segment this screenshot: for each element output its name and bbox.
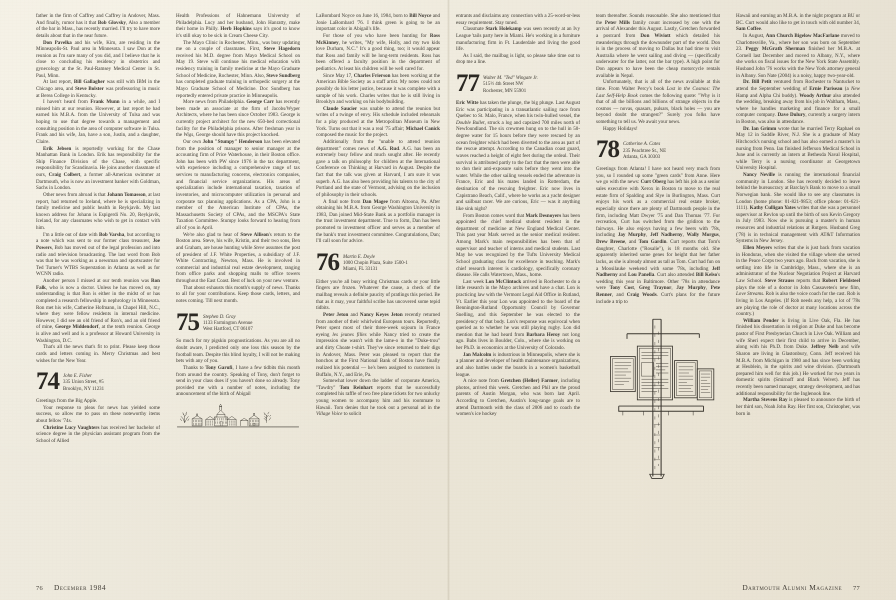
column-5-body-b — [596, 166, 720, 305]
body-paragraph: Your response to pleas for news has yielded some success, so allow me to pass on these noteworthy items about fellow '74s. — [36, 404, 160, 424]
body-paragraph: Last week Lon McClintock arrived in Rochester to do a little research in the Mayo archives and have a chat. Lon is practicing law with the Vermont Legal Aid Office in Rutland, Vt. Earlier this year Lon was appointed to the board of the Bennington-Rutland Opportunity Council by Governor Snelling, and this September he was elected to the presidency of that body. Lon's response was equivocal when queried as to whether he was still playing rugby. Lon did mention that he had heard from Barbara Heroy not long ago. Babs lives in Boulder, Colo., where she is working on her Ph.D. in economics at the University of Colorado. — [456, 278, 580, 352]
secretary-name: John E. Fisher — [63, 374, 92, 380]
body-paragraph: Other news from abroad is that Johann Tomasson, at last report, had returned to Iceland, where he is specializing in family medicine and public health in Reykjavik. My last known address for Johann is Espigerdi No. 20, Reykjavik, Iceland, for any classmates who wish to get in contact with him. — [36, 191, 160, 231]
body-paragraph: Health Professions of Hahnemann University of Philadelphia. Lucy and her husband, John Hanratty, make their home in Philly. Herb Hopkins says it's good to know it's still okay to be sick in Cream Cheese City. — [176, 13, 300, 39]
body-paragraph: Thanks to Tony Garufi, I have a few tidbits this month from around the country. Speaking of Tony, don't forget to send in your class dues if you haven't done so already. Tony provided me with a number of notes, including the announcement of the birth of Abigail — [176, 364, 300, 398]
body-paragraph: Another person I missed at our tenth reunion was Ron Falk, who is now a doctor. Unless he has moved on, my understanding is that Ron is either in the midst of or has completed a research fellowship in nephrology in Minnesota. Ron met his wife, Catherine Hofmann, in Chapel Hill, N.C., where they were fellow residents in internal medicine. However, I did see an old friend of Ron's, and an old friend of mine, George Middendorf, at the tenth reunion. George is alive and well and is a professor at Howard University in Washington, D.C. — [36, 278, 160, 344]
class-header-77 — [456, 70, 580, 97]
body-paragraph: Jan Malcolm is industrious in Minneapolis, where she is a planner and developer of health maintenance organizations, and also battles under the boards in a women's basketball league. — [456, 351, 580, 378]
body-paragraph: A nice note from Gretchen (Heller) Farmer, including photos, arrived this week. Gretchen and Phil are the proud parents of Austin Morgan, who was born last April. According to Gretchen, Austin's long-range goals are to attend Dartmouth with the class of 2006 and to coach the women's ice hockey — [456, 378, 580, 418]
column-4-body-a — [456, 13, 580, 66]
secretary-city: Atlanta, GA 30303 — [623, 154, 661, 160]
text-column-5 — [596, 13, 720, 561]
secretary-city: Miami, FL 33131 — [343, 267, 378, 273]
body-paragraph: A final note from Dan Magee from Altoona, Pa. After obtaining his M.B.A. from George Washington University in 1983, Dan joined Mid-State Bank as a portfolio manager in the trust investment department. True to form, Dan has been promoted to investment officer and serves as a member of the bank's trust investment committee. Congratulations, Dan; I'll call soon for advice. — [316, 198, 440, 245]
column-2-body-a — [176, 13, 300, 305]
body-paragraph: That about exhausts this month's supply of news. Thanks to all for your contributions. Keep those cards, letters, and notes coming. Till next month. — [176, 284, 300, 304]
column-1-body-b — [36, 398, 160, 444]
body-paragraph: Dr. Ian Grimm wrote that he married Terry Raphael on May 12 in Saddle River, N.J. She is a graduate of Mary Hitchcock's nursing school and has also earned a master's in nursing from Penn. Ian finished Jefferson Medical School in June and is currently an intern at Bethesda Naval Hospital, while Terry is a nursing coordinator at Georgetown University Hospital. — [736, 125, 860, 172]
class-year-77: 77 — [456, 70, 479, 97]
text-column-3 — [316, 13, 440, 561]
class-year-75: 75 — [176, 308, 199, 336]
body-paragraph: Peter Jeton and Nancy Keyes Jeton recently returned from another of their whirlwind European tours. Reportedly, Peter spent most of their three-week sojourn in France eyeing les jeunes filles while Nancy tried to create the impression she wasn't with the lame-o in the "Duke-trou" and dirty Choate t-shirt. They've since returned to their digs in Andover, Mass. Peter was pleased to report that the honchos at the First National Bank of Boston have finally realized his potential — he's been assigned to customers in Buffalo, N.Y., and Erie, Pa. — [316, 311, 440, 378]
column-2-body-b — [176, 338, 300, 398]
body-paragraph: That's all the news that's fit to print. Please keep those cards and letters coming in. Merry Christmas and best wishes for the New Year. — [36, 344, 160, 364]
class-header-76 — [316, 248, 440, 276]
column-4-body-b — [456, 100, 580, 418]
class-secretary-address-76 — [343, 253, 408, 274]
class-header-75 — [176, 308, 300, 336]
body-paragraph: Classmate Stark Holekamp was seen recently at an Ivy League 'tails party here in Miami. He's working in a furniture manufacturing firm in Ft. Lauderdale and living the good life. — [456, 26, 580, 53]
body-paragraph: Somewhat lower down the ladder of corporate America, "Tawdry" Tom Reinhart reports that he successfully completed his raffle of two free plane tickets for two unlucky young women to accompany him and his roommate to Hawaii. Tom denies that he took out a personal ad in the Village Voice to solicit — [316, 378, 440, 418]
body-paragraph: Greetings from Atlanta! I have not heard very much from you, so I rounded up some "green cards" from Anne. Here we go with the news: Curt Oberg has left his job as a senior sales executive with Xerox in Boston to move to the real estate firm of Spalding and Slye in Burlington, Mass. Curt enjoys his work as a commercial real estate broker, especially since there are plenty of Dartmouth people in the firm, including Matt Dwyer '75 and Dan Thomas '77. For recreation, Curt has switched from the gridiron to the fairways. He also enjoys having a few beers with '78s, including Jay Murphy, Jeff Nadherny, Wally Morgus, Drew Breene, and Tom Gardin. Curt reports that Tom's daughter, Charlotte ("Rosalie"), is 18 months old. She apparently inherited some genes for height that her father lacks, as she is already almost as tall as Tom. Curt had fun on a Moosilauke weekend with some '78s, including Jeff Nadherny and Lou Panella. Curt also attended Bill Kelso's wedding this year in Baltimore. Other '78s in attendance were Tony Cost, Greg Traynor, Jay Murphy, Pete Renner, and Craig Woods. Curt's plans for the future include a trip to — [596, 166, 720, 305]
class-secretary-address-75 — [203, 313, 253, 334]
column-6-body — [736, 13, 860, 417]
text-column-6 — [736, 13, 860, 561]
dartmouth-row-illustration — [176, 404, 300, 433]
body-paragraph: Greetings from the Big Apple. — [36, 398, 98, 405]
secretary-city: Rochester, MN 55901 — [483, 88, 527, 94]
body-paragraph: Since May 17, Charles Frierson has been working at the American Bible Society as a staff artist. My notes could not possibly do his letter justice, because it was complete with a sample of his work. Charles writes that he is still living in Brooklyn and working on his bodybuilding. — [316, 72, 440, 106]
secretary-city: West Hartford, CT 06107 — [203, 327, 253, 333]
column-3-body-a — [316, 13, 440, 245]
secretary-name: Catherine A. Cates — [623, 142, 661, 148]
body-paragraph: father in the firm of Caffrey and Caffrey in Andover, Mass. And finally, rumor has it that Bob Glovsky, Also a member of the bar in Mass., has recently married. I'll try to have more details about that in the near future. — [36, 13, 160, 39]
text-column-2 — [176, 13, 300, 561]
secretary-street: 235 Peachtree St., NE — [623, 148, 667, 154]
footer-page-number-right: 77 — [853, 585, 860, 592]
body-paragraph: We're also glad to hear of Steve Allison's return to the Boston area. Steve, his wife, Kristin, and their two sons, Ben and Graham, are house hunting while Steve assumes the post of president of J.F. White Properties, a subsidiary of J.F. White Contracting, Newton, Mass. He is involved in commercial and industrial real estate development, ranging from office parks and shopping malls to office towers throughout the East Coast. Best of luck on your new venture. — [176, 231, 300, 284]
body-paragraph: As I said, the mailbag is light, so please take time out to drop me a line. — [456, 52, 580, 66]
class-header-78 — [596, 136, 720, 164]
class-header-74 — [36, 368, 160, 396]
column-3-body-b — [316, 279, 440, 418]
class-secretary-address-74 — [63, 372, 104, 393]
secretary-city: Brooklyn, NY 11231 — [63, 386, 105, 392]
text-column-4 — [456, 13, 580, 561]
signpost-illustration — [596, 311, 720, 482]
footer-issue-date: December 1984 — [54, 583, 107, 592]
body-paragraph: Happy Holidays! — [603, 125, 638, 132]
body-paragraph: William Pender is living in Live Oak, Fla. He has finished his dissertation in religion at Duke and has become pastor of First Presbyterian Church in Live Oak. William and wife Sheri expect their first child to arrive in December, along with his Ph.D. from Duke. Jeffrey Nelb and wife Sharon are living in Glastonbury, Conn. Jeff received his M.B.A. from Michigan in 1980 and has since been working at Heublein, in the spirits and wine division. (Dartmouth prepared him well for this job.) He worked for two years in domestic spirits (Smirnoff and Black Velvet). Jeff has recently been named manager, strategy development, and has additional responsibility for the Inglenook line. — [736, 317, 860, 397]
body-paragraph: Our own John "Stumpy" Henderson has been elevated from the position of manager to senior manager at the accounting firm of Price Waterhouse, in their Boston office. John has been with PW since 1976 in the tax department, with experience including a comprehensive range of tax services to manufacturing concerns, electronics companies, and financial service organizations. His areas of specialization include international taxation, taxation of inventories, and microcomputer utilization in personal and corporate tax planning applications. As a CPA, John is a member of the American Institute of CPAs, the Massachusetts Society of CPAs, and the MSCPA's State Taxation Committee. Stumpy looks forward to hearing from all of you in April. — [176, 138, 300, 231]
body-paragraph: Hawaii and earning an M.B.A. in the night program at BU or BC. Curt would also like to get in touch with old number 34, Sam Coffee. — [736, 13, 860, 33]
column-grid — [36, 13, 860, 561]
class-secretary-address-77 — [483, 74, 538, 95]
body-paragraph: Martha Stevens Ray is pleased to announce the birth of her third son, Noah John Ray. Her first son, Christopher, was born in — [736, 397, 860, 417]
secretary-name: Walter M. "Ted" Wingate Jr. — [483, 76, 538, 81]
body-paragraph: entrants and disclaims any connection with a 25-word-or-less essay requirement. Stay tuned. — [456, 13, 580, 26]
body-paragraph: From Boston comes word that Mark Desnoyers has been appointed the chief medical student resident in the department of medicine at New England Medical Center. This past year Mark served as the senior medical resident. Among Mark's main responsibilities has been that of supervisor and teacher of interns and medical students. Last May he was recognized by the Tufts University Medical School graduating class for excellence in teaching. Mark's chief research interest is cardiology, specifically coronary disease. He calls Watertown, Mass., home. — [456, 212, 580, 279]
body-paragraph: Don Pavelka and his wife, Kim, are residing in the Minneapolis-St. Paul area in Minnesota. I saw Don at the reunion as I'm sure many of you did, and I believe that he is close to concluding his residency in obstetrics and gynecology at the St. Paul-Ramsey Medical Center in St. Paul, Minn. — [36, 39, 160, 79]
column-5-body-a — [596, 13, 720, 132]
body-paragraph: Ellen Meyers writes that she is just back from vacation in Honduras, when she visited the village where she served in the Peace Corps two years ago. Back from vacation, she is settling into life in Cambridge, Mass., where she is an administrator of the Nuclear Negotiation Project at Harvard Law School. Steve Strauss reports that Robert Fieldsteel plays the role of a doctor in John Cassavetes's new film, Love Streams. Rob is also the voice coach for the cast. Rob is living in Los Angeles. (If Rob needs any help, a lot of '78s are playing the role of doctor at many locations across the country.) — [736, 244, 860, 318]
body-paragraph: Christine Lucy Vaughters has received her bachelor of science degree in the physician assistant program from the School of Allied — [36, 424, 160, 444]
body-paragraph: I'm a little out of date with Bob Varsha, but according to a note which was sent to our former class treasurer, Joe Powers, Bob has moved out of the legal profession and into radio and television broadcasting. The last word from Bob was that he was working as a newsman and sportscaster for Ted Turner's WTBS Superstation in Atlanta as well as for WCNN radio. — [36, 231, 160, 278]
body-paragraph: In August, Ann Church Bigelow MacFarlane moved to Charlottesville, Va., where her son was born on September 23. Peggy McGrath Sherman finished her M.B.A. at Cornell last December and moved to Albany, N.Y., where she works on fiscal issues for the New York State Assembly. Husband John '76 works with the New York attorney general in Albany. Son Nate (2004) is a noisy, happy two-year-old. — [736, 32, 860, 79]
body-paragraph: More news from Philadelphia. George Carr has recently been made an associate at the firm of Jacobs/Wyper Architects, where he has been since October 1983. George is currently project architect for the new 650-bed correctional facility for the Philadelphia prisons. After freshman year in the Wigs, George should have this project knocked. — [176, 99, 300, 139]
body-paragraph: Eric Witte has taken the plunge, the big plunge. Last August Eric was participating in a transatlantic sailing race from Quebec to St. Malo, France, when his twin-hulled vessel, the Double Bullet, struck a log and capsized 700 miles north of Newfoundland. The six crewmen hung on to the hull in 50-degree water for 15 hours before they were rescued by an ocean freighter which had been diverted to the area as part of the rescue attempt. According to the Canadian coast guard, waves reached a height of eight feet during the ordeal. Their survival is attributed partly to the fact that the men were able to don their anti-exposure suits before they went into the water. While the other sailing vessels ended the adventure in France, Eric and his mates landed in Rotterdam, the destination of the rescuing freighter. Eric now lives in Capistrano Beach, Calif., where he works as a yacht designer and sailboat racer. We are curious, Eric — was it anything like sink night? — [456, 99, 580, 212]
body-paragraph: Either you're all busy writing Christmas cards or your little fingers are frozen. Whatever the cause, a check of the mailbag reveals a definite paucity of pratlings this period. Be that as it may, your faithful scribe has uncovered some tepid tidbits. — [316, 278, 440, 312]
body-paragraph: Dr. Bill Petit ventured from Rochester to Nantucket to attend the September wedding of Ernie Pariseau (a New Hamp and Alpha Chi buddy). Woody Arthur also attended the wedding, breaking away from his job in Waltham, Mass., where he handles marketing and finance for a small computer company. Dave Dulury, currently a surgery intern in Boston, was also in attendance. — [736, 79, 860, 125]
secretary-street: 1000 Chopin Plaza, Suite 1500-1 — [343, 261, 408, 267]
body-paragraph: Nancy Neville is running the international financial community in London. She has recently decided to leave behind the bureaucracy at Barclay's Bank to move to a small Norwegian bank. She would like to see any classmates in London (home phone: 01-821-9853; office phone: 01-621-1111). Kathy Culligan Yates writes that she was a personnel supervisor at Revlon up until the birth of son Kevin Gregory in July 1983. Now she is pursuing a master's in human resources and industrial relations at Rutgers. Husband Greg ('78) is in technical management with AT&T Information Systems in New Jersey. — [736, 172, 860, 245]
body-paragraph: Unfortunately, that is all of the news available at this time. From Walter Percy's book Lost in the Cosmos: The Last Self-Help Book comes the following quote: "Why is it that of all the billions and billions of strange objects in the cosmos — novas, quasars, pulsars, black holes — you are beyond doubt the strangest?" Surely you folks have something to tell us. We await your news. — [596, 79, 720, 125]
footer-page-number-left: 76 — [36, 585, 43, 592]
body-paragraph: LaBombard Noyce on June 16, 1984, born to Bill Noyce and Jonie LaBombard '76. I think green is going to be an important color in Abigail's life. — [316, 13, 440, 33]
secretary-street: 515½ 4th Street NW — [483, 82, 524, 88]
footer-left — [36, 583, 106, 592]
body-paragraph: For those of you who have been hunting for Ross McKinney, he writes, "My wife, Holly, and my two kids love Durham, N.C." It's a good thing, too; it would appear that Ross and family will be long-term residents. Ross has been offered a faculty position in the department of pediatrics. At least his children will be well cared for. — [316, 32, 440, 72]
secretary-name: Martin E. Doyle — [343, 254, 375, 260]
body-paragraph: Claude Saucier was unable to attend the reunion but writes of a twinge of envy. His schedule included rehearsals for a play produced at the Metropolitan Museum in New York. Turns out that it was a real '75 affair; Michael Canick composed the music for the project. — [316, 105, 440, 139]
secretary-name: Stephen D. Gray — [203, 314, 236, 320]
body-paragraph: Erik Jebsen is reportedly working for the Chase Manhattan Bank in London. Erik has responsibility for the Ship Finance Division of the Chase, with specific responsibility for Scandinavia. He joins another classmate of ours, Craig Colbert, a former all-American swimmer at Dartmouth, who is now an investment banker with Goldman, Sachs in London. — [36, 145, 160, 192]
class-year-76: 76 — [316, 248, 339, 276]
class-year-78: 78 — [596, 136, 619, 164]
class-secretary-address-78 — [623, 140, 666, 161]
text-column-1 — [36, 13, 160, 561]
footer-right — [742, 583, 860, 592]
footer-publication-title: Dartmouth Alumni Magazine — [742, 583, 842, 592]
body-paragraph: team thereafter. Sounds reasonable. She also mentioned that the Peter Mills family count increased by one with the arrival of Alexander this August. Lastly, Gretchen forwarded a postcard from Don Wiviott which detailed his meanderings through the downunder part of the world. Don is in the process of moving to Dallas but had time to visit Australia where he went sailing and diving — (specifically underwater for the latter, not the bar type). A high point for Don appears to have been the cheap motorcycle rentals available in Nepal. — [596, 13, 720, 79]
secretary-street: 335 Union Street, #5 — [63, 380, 104, 386]
body-paragraph: I haven't heard from Frank Munn in a while, and I missed him at our reunion. However, at last report he had earned his M.B.A. from the University of Tulsa and was hoping to use that degree towards a management and consulting position in the area of computer software in Tulsa. Frank and his wife, Jan, have a son, Justin, and a daughter, Claire. — [36, 99, 160, 145]
body-paragraph: Additionally from the "unable to attend reunion department" comes news of A.G. Rud. A.G. has been an extremely busy fellow and much sought after. He recently gave a talk on philosophy for children at the International Conference on Thinking at Harvard in August. Despite the fact that the talk was given at Harvard, I am sure it was superb. A.G. has also been providing his talents to the city of Portland and the state of Vermont, advising on the inclusion of philosophy in their schools. — [316, 138, 440, 198]
column-1-body-a — [36, 13, 160, 364]
body-paragraph: At last report, Bill Gallagher was still with IBM in the Chicago area, and Steve Bolster was professoring in music at Berea College in Kentucky. — [36, 79, 160, 99]
class-year-74: 74 — [36, 368, 59, 396]
body-paragraph: The Mayo Clinic in Rochester, Minn., was busy updating me on a couple of classmates. First, Steve Hagedorn received his M.D. degree from Mayo Medical School on May 19. Steve will continue his medical education with residency training in family medicine at the Mayo Graduate School of Medicine, Rochester, Minn. Also, Steve Sundberg has completed graduate training in orthopedic surgery at the Mayo Graduate School of Medicine. Doc Sundberg has reportedly entered private practice in Minneapolis. — [176, 39, 300, 99]
body-paragraph: So much for my pigskin prognostications. As you are all no doubt aware, I predicted only one loss this season by the football team. Despite this blind loyalty, I will not be making bets with any of you. — [176, 338, 300, 365]
secretary-street: 1133 Farmington Avenue — [203, 320, 253, 326]
